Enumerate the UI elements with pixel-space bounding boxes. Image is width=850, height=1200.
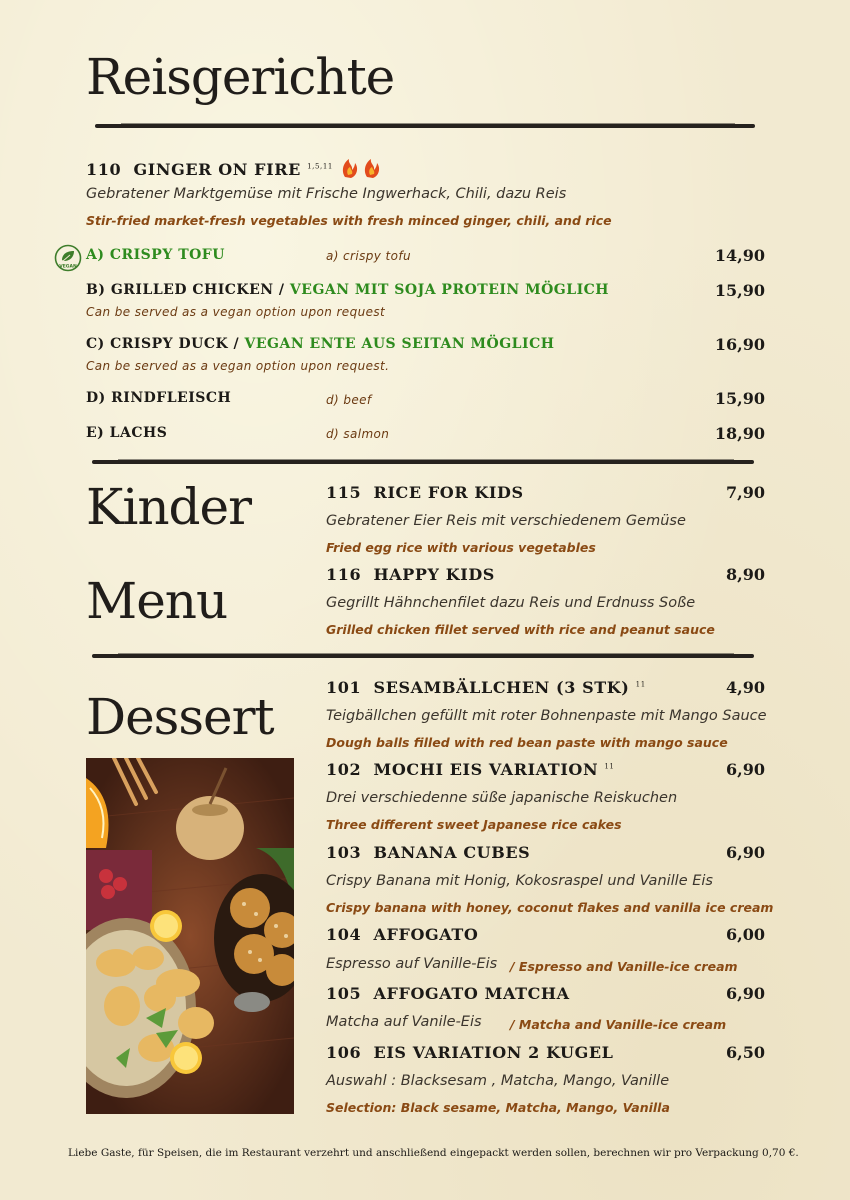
item-116-price: 8,90 [726, 565, 765, 584]
divider [92, 460, 754, 464]
item-number: 101 [326, 678, 362, 697]
item-104-title [326, 925, 478, 944]
item-name: HAPPY KIDS [373, 565, 495, 584]
item-number: 105 [326, 984, 362, 1003]
item-102-en: Three different sweet Japanese rice cakes [326, 817, 622, 832]
item-106-en: Selection: Black sesame, Matcha, Mango, Vanilla [326, 1100, 670, 1115]
vegan-badge-text: VEGAN [59, 264, 77, 270]
item-number: 102 [326, 760, 362, 779]
variant-b-name: B) GRILLED CHICKEN / [86, 282, 285, 298]
section-title-kinder: Kinder [86, 478, 252, 536]
allergen-note: 11 [604, 762, 615, 771]
variant-c-price: 16,90 [714, 335, 765, 354]
item-104-en: / Espresso and Vanille-ice cream [510, 959, 738, 974]
variant-e-price: 18,90 [714, 424, 765, 443]
variant-d-note: d) beef [326, 393, 372, 407]
variant-c-sub: Can be served as a vegan option upon request. [86, 359, 390, 373]
item-115-en: Fried egg rice with various vegetables [326, 540, 596, 555]
item-110-de: Gebratener Marktgemüse mit Frische Ingwerhack, Chili, dazu Reis [86, 186, 567, 202]
item-101-de: Teigbällchen gefüllt mit roter Bohnenpaste mit Mango Sauce [326, 708, 767, 724]
variant-b-price: 15,90 [714, 281, 765, 300]
item-115-de: Gebratener Eier Reis mit verschiedenem Gemüse [326, 513, 686, 529]
variant-e-label: E) LACHS [86, 425, 168, 441]
item-106-price: 6,50 [726, 1043, 765, 1062]
section-title-reis: Reisgerichte [86, 48, 395, 106]
item-101-title [326, 678, 646, 697]
variant-b-vegan: VEGAN MIT SOJA PROTEIN MÖGLICH [289, 282, 610, 298]
item-104-price: 6,00 [726, 925, 765, 944]
item-105-de: Matcha auf Vanile-Eis [326, 1014, 482, 1030]
variant-b-sub: Can be served as a vegan option upon request [86, 305, 386, 319]
item-105-en: / Matcha and Vanille-ice cream [510, 1017, 727, 1032]
item-115-title [326, 483, 524, 502]
item-103-de: Crispy Banana mit Honig, Kokosraspel und Vanille Eis [326, 873, 713, 889]
item-104-de: Espresso auf Vanille-Eis [326, 956, 498, 972]
divider [92, 654, 754, 658]
section-title-dessert: Dessert [86, 688, 274, 746]
allergen-note: 1,5,11 [307, 162, 333, 171]
item-105-title [326, 984, 570, 1003]
item-102-de: Drei verschiedenne süße japanische Reiskuchen [326, 790, 678, 806]
variant-b-label [86, 282, 609, 298]
item-103-price: 6,90 [726, 843, 765, 862]
item-105-price: 6,90 [726, 984, 765, 1003]
item-103-en: Crispy banana with honey, coconut flakes and vanilla ice cream [326, 900, 774, 915]
variant-c-vegan: VEGAN ENTE AUS SEITAN MÖGLICH [244, 336, 555, 352]
item-106-title [326, 1043, 613, 1062]
item-number: 110 [86, 160, 122, 179]
variant-e-note: d) salmon [326, 427, 390, 441]
vegan-leaf-icon [54, 244, 82, 272]
item-103-title [326, 843, 530, 862]
variant-a-price: 14,90 [714, 246, 765, 265]
item-name: SESAMBÄLLCHEN (3 STK) [373, 678, 630, 697]
item-116-en: Grilled chicken fillet served with rice and peanut sauce [326, 622, 715, 637]
item-110-en: Stir-fried market-fresh vegetables with fresh minced ginger, chili, and rice [86, 213, 612, 228]
variant-d-price: 15,90 [714, 389, 765, 408]
item-116-de: Gegrillt Hähnchenfilet dazu Reis und Erdnuss Soße [326, 595, 696, 611]
item-number: 104 [326, 925, 362, 944]
item-116-title [326, 565, 495, 584]
item-106-de: Auswahl : Blacksesam , Matcha, Mango, Vanille [326, 1073, 670, 1089]
item-102-price: 6,90 [726, 760, 765, 779]
item-name: EIS VARIATION 2 KUGEL [373, 1043, 614, 1062]
item-number: 116 [326, 565, 362, 584]
allergen-note: 11 [635, 680, 646, 689]
item-name: AFFOGATO MATCHA [373, 984, 570, 1003]
variant-c-label [86, 336, 554, 352]
item-number: 115 [326, 483, 362, 502]
item-115-price: 7,90 [726, 483, 765, 502]
item-101-en: Dough balls filled with red bean paste with mango sauce [326, 735, 728, 750]
item-name: GINGER ON FIRE [133, 160, 301, 179]
variant-c-name: C) CRISPY DUCK / [86, 336, 240, 352]
item-name: AFFOGATO [373, 925, 479, 944]
item-number: 103 [326, 843, 362, 862]
divider [95, 124, 755, 128]
item-name: RICE FOR KIDS [373, 483, 524, 502]
variant-a-note: a) crispy tofu [326, 249, 411, 263]
footer-note: Liebe Gaste, für Speisen, die im Restaurant verzehrt und anschließend eingepackt werden sollen, berechnen wir pro Verpackung 0,70 €. [68, 1147, 799, 1159]
section-title-menu: Menu [86, 572, 228, 630]
item-name: BANANA CUBES [373, 843, 531, 862]
variant-a-label: A) CRISPY TOFU [86, 247, 225, 263]
item-102-title [326, 760, 614, 779]
chili-icon [339, 155, 387, 183]
item-110-title [86, 155, 387, 183]
item-number: 106 [326, 1043, 362, 1062]
item-101-price: 4,90 [726, 678, 765, 697]
item-name: MOCHI EIS VARIATION [373, 760, 599, 779]
dessert-photo [86, 758, 294, 1114]
variant-d-label: D) RINDFLEISCH [86, 390, 232, 406]
